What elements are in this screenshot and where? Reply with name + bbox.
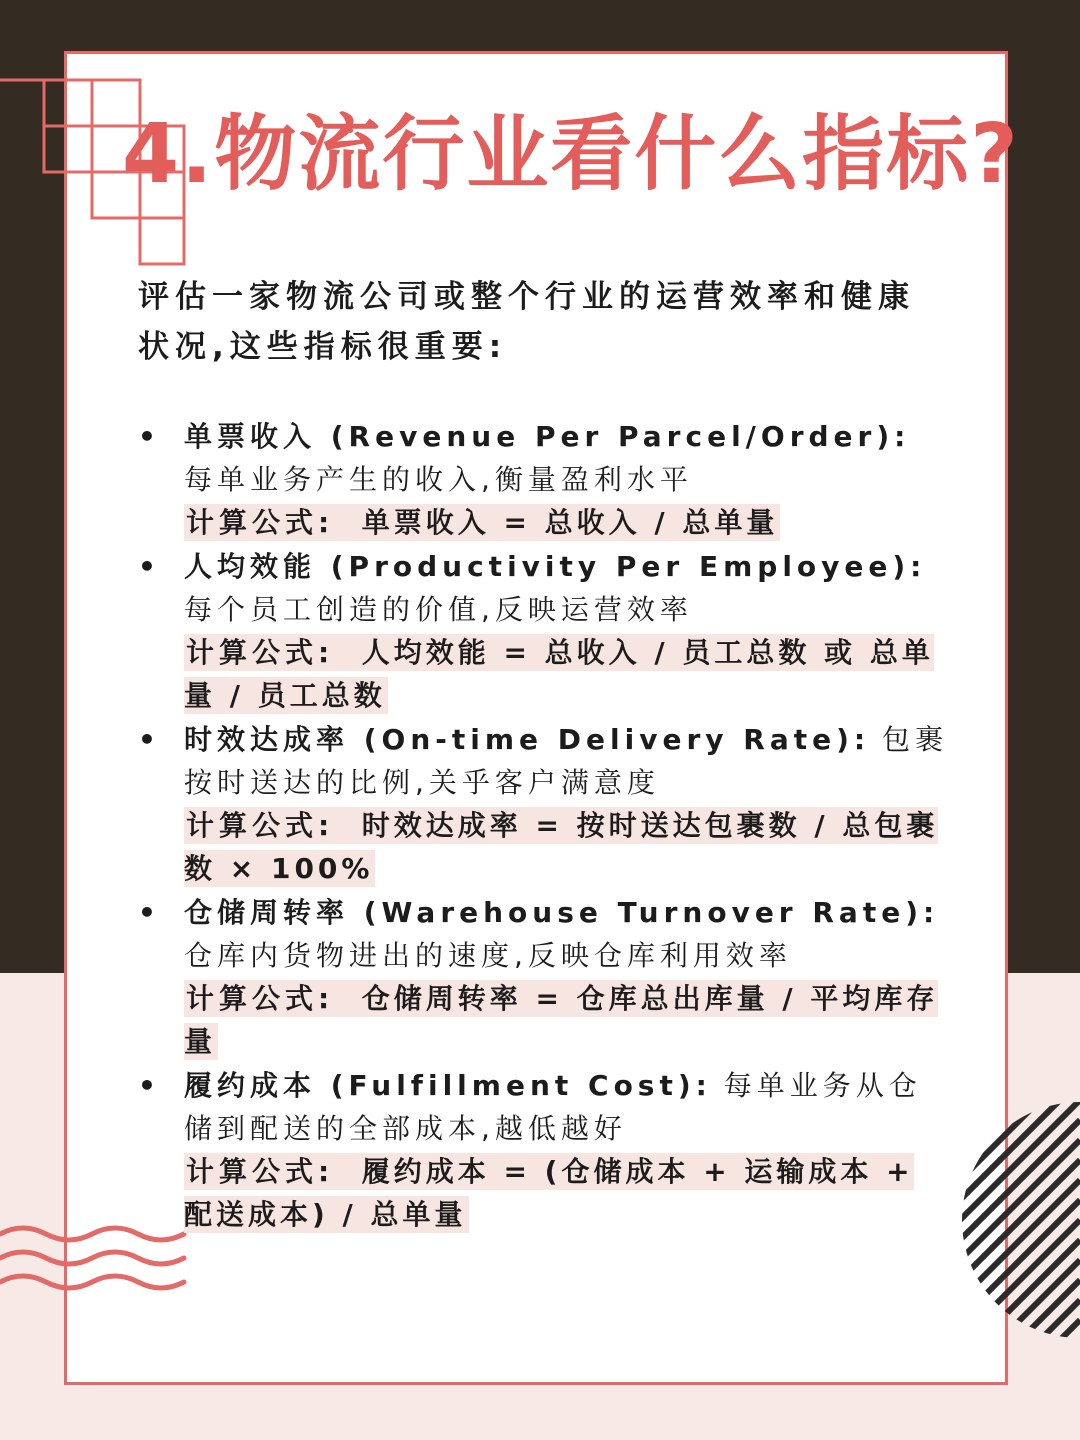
metric-formula-box	[184, 807, 938, 887]
metrics-list	[138, 415, 950, 1237]
metric-formula: 人均效能 = 总收入 / 员工总数 或 总单量 / 员工总数	[184, 636, 934, 712]
metric-item	[138, 415, 950, 545]
metric-formula: 履约成本 = (仓储成本 + 运输成本 + 配送成本) / 总单量	[184, 1155, 914, 1231]
metric-description: 每单业务产生的收入,衡量盈利水平	[184, 463, 693, 496]
metric-item	[138, 891, 950, 1064]
formula-label: 计算公式:	[186, 809, 335, 842]
metric-item	[138, 1064, 950, 1237]
bullet-icon: •	[138, 896, 159, 929]
metric-name: 仓储周转率 (Warehouse Turnover Rate):	[184, 896, 940, 929]
metric-formula-box	[184, 634, 934, 714]
intro-text: 评估一家物流公司或整个行业的运营效率和健康状况,这些指标很重要:	[138, 279, 915, 365]
metric-name: 履约成本 (Fulfillment Cost):	[184, 1069, 712, 1102]
metric-item	[138, 545, 950, 718]
bullet-icon: •	[138, 1069, 159, 1102]
metric-description: 包裹按时送达的比例,关乎客户满意度	[184, 723, 949, 799]
bullet-icon: •	[138, 723, 159, 756]
metric-formula-box	[184, 504, 780, 541]
metric-description: 每单业务从仓储到配送的全部成本,越低越好	[184, 1069, 922, 1145]
formula-label: 计算公式:	[186, 506, 335, 539]
metric-description: 仓库内货物进出的速度,反映仓库利用效率	[184, 939, 792, 972]
metric-name: 时效达成率 (On-time Delivery Rate):	[184, 723, 871, 756]
metric-description: 每个员工创造的价值,反映运营效率	[184, 593, 693, 626]
metric-formula-box	[184, 1153, 914, 1233]
bullet-icon: •	[138, 550, 159, 583]
formula-label: 计算公式:	[186, 982, 335, 1015]
metric-formula-box	[184, 980, 938, 1060]
page-title: 4.物流行业看什么指标?	[122, 107, 1020, 202]
metric-name: 单票收入 (Revenue Per Parcel/Order):	[184, 420, 911, 453]
bullet-icon: •	[138, 420, 159, 453]
formula-label: 计算公式:	[186, 1155, 335, 1188]
metric-name: 人均效能 (Productivity Per Employee):	[184, 550, 927, 583]
metric-formula: 仓储周转率 = 仓库总出库量 / 平均库存量	[184, 982, 939, 1058]
metric-item	[138, 718, 950, 891]
formula-label: 计算公式:	[186, 636, 335, 669]
stripe-decoration	[940, 1100, 1080, 1340]
metric-formula: 单票收入 = 总收入 / 总单量	[361, 506, 779, 539]
metric-formula: 时效达成率 = 按时送达包裹数 / 总包裹数 × 100%	[184, 809, 939, 885]
